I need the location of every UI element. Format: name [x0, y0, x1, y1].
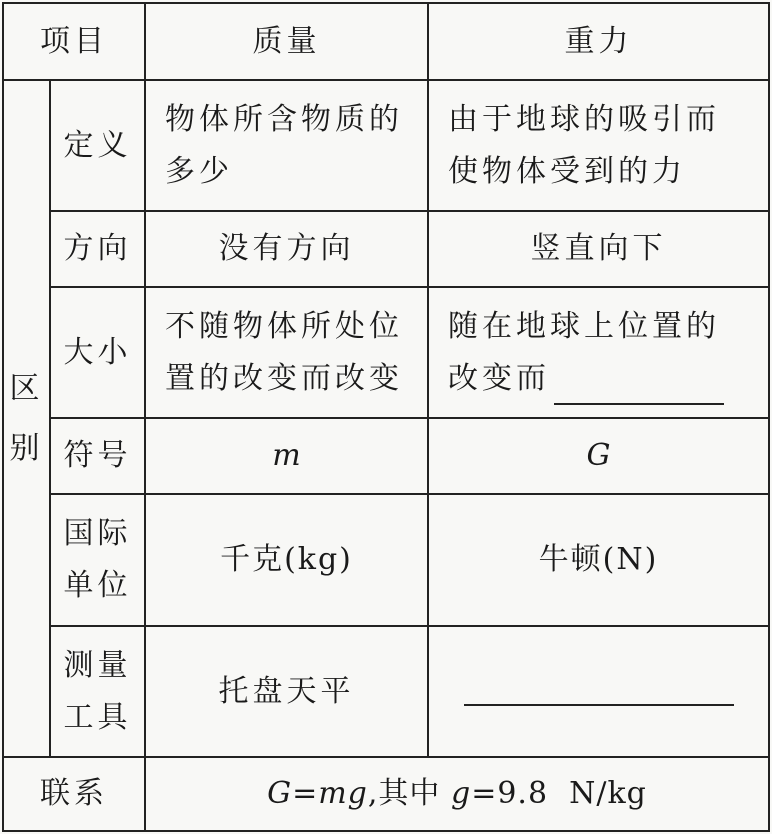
- header-gravity: 重力: [564, 23, 633, 59]
- mass-symbol: m: [272, 438, 301, 473]
- gravity-definition: 由于地球的吸引而 使物体受到的力: [448, 101, 720, 189]
- gravity-direction: 竖直向下: [530, 231, 667, 266]
- mass-direction: 没有方向: [218, 231, 355, 266]
- gravity-si-unit: 牛顿(N): [538, 542, 659, 577]
- gravity-symbol: G: [586, 438, 611, 473]
- row-name-magnitude: 大小: [63, 334, 132, 370]
- row-name-si-unit: 国际 单位: [63, 516, 132, 603]
- gravity-magnitude: 随在地球上位置的 改变而: [428, 287, 769, 418]
- row-name-definition: 定义: [63, 127, 132, 163]
- row-name-measuring-tool: 测量 工具: [63, 647, 132, 735]
- row-name-symbol: 符号: [63, 438, 132, 473]
- gravity-measuring-tool: [428, 626, 769, 757]
- side-label-difference: 区 别: [9, 370, 44, 466]
- answer-blank-magnitude[interactable]: [554, 373, 724, 405]
- row-name-direction: 方向: [63, 231, 132, 266]
- mass-measuring-tool: 托盘天平: [218, 673, 355, 709]
- header-item: 项目: [40, 23, 108, 59]
- footer-label-relation: 联系: [40, 776, 108, 811]
- mass-magnitude: 不随物体所处位 置的改变而改变: [165, 308, 403, 396]
- relation-formula: G = mg ,其中 g =9.8 N/kg: [267, 776, 647, 811]
- mass-si-unit: 千克(kg): [220, 542, 353, 577]
- header-mass: 质量: [252, 23, 321, 59]
- mass-definition: 物体所含物质的 多少: [165, 101, 403, 189]
- answer-blank-measuring-tool[interactable]: [464, 704, 734, 706]
